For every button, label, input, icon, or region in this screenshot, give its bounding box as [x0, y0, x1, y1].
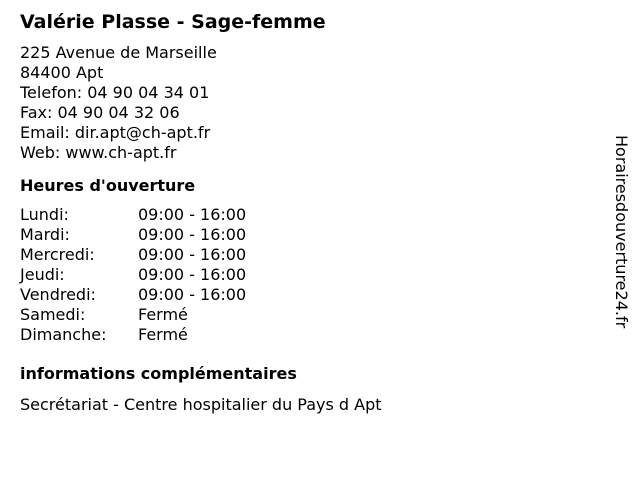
time-value: 09:00 - 16:00 [138, 205, 247, 224]
hours-row-tuesday [20, 225, 600, 245]
hours-row-sunday [20, 325, 600, 345]
time-value: 09:00 - 16:00 [138, 225, 247, 244]
fax-number: Fax: 04 90 04 32 06 [20, 103, 180, 122]
email-address: Email: dir.apt@ch-apt.fr [20, 123, 211, 142]
website: Web: www.ch-apt.fr [20, 143, 177, 162]
page-title: Valérie Plasse - Sage-femme [20, 11, 326, 33]
hours-heading: Heures d'ouverture [20, 176, 196, 195]
day-label: Dimanche: [20, 325, 107, 344]
hours-row-wednesday [20, 245, 600, 265]
address-block [20, 43, 600, 163]
time-value: Fermé [138, 325, 188, 344]
hours-row-friday [20, 285, 600, 305]
hours-row-saturday [20, 305, 600, 325]
time-value: 09:00 - 16:00 [138, 285, 247, 304]
hours-row-thursday [20, 265, 600, 285]
city-postal: 84400 Apt [20, 63, 104, 82]
time-value: 09:00 - 16:00 [138, 245, 247, 264]
street-address: 225 Avenue de Marseille [20, 43, 217, 62]
phone-number: Telefon: 04 90 04 34 01 [20, 83, 210, 102]
hours-row-monday [20, 205, 600, 225]
site-watermark: Horairesdouverture24.fr [612, 135, 631, 329]
day-label: Lundi: [20, 205, 69, 224]
day-label: Mardi: [20, 225, 70, 244]
day-label: Jeudi: [20, 265, 65, 284]
business-card [20, 10, 600, 415]
day-label: Vendredi: [20, 285, 96, 304]
day-label: Mercredi: [20, 245, 95, 264]
day-label: Samedi: [20, 305, 86, 324]
info-heading: informations complémentaires [20, 364, 297, 383]
opening-hours-list [20, 205, 600, 345]
info-text: Secrétariat - Centre hospitalier du Pays d Apt [20, 395, 382, 414]
time-value: Fermé [138, 305, 188, 324]
time-value: 09:00 - 16:00 [138, 265, 247, 284]
